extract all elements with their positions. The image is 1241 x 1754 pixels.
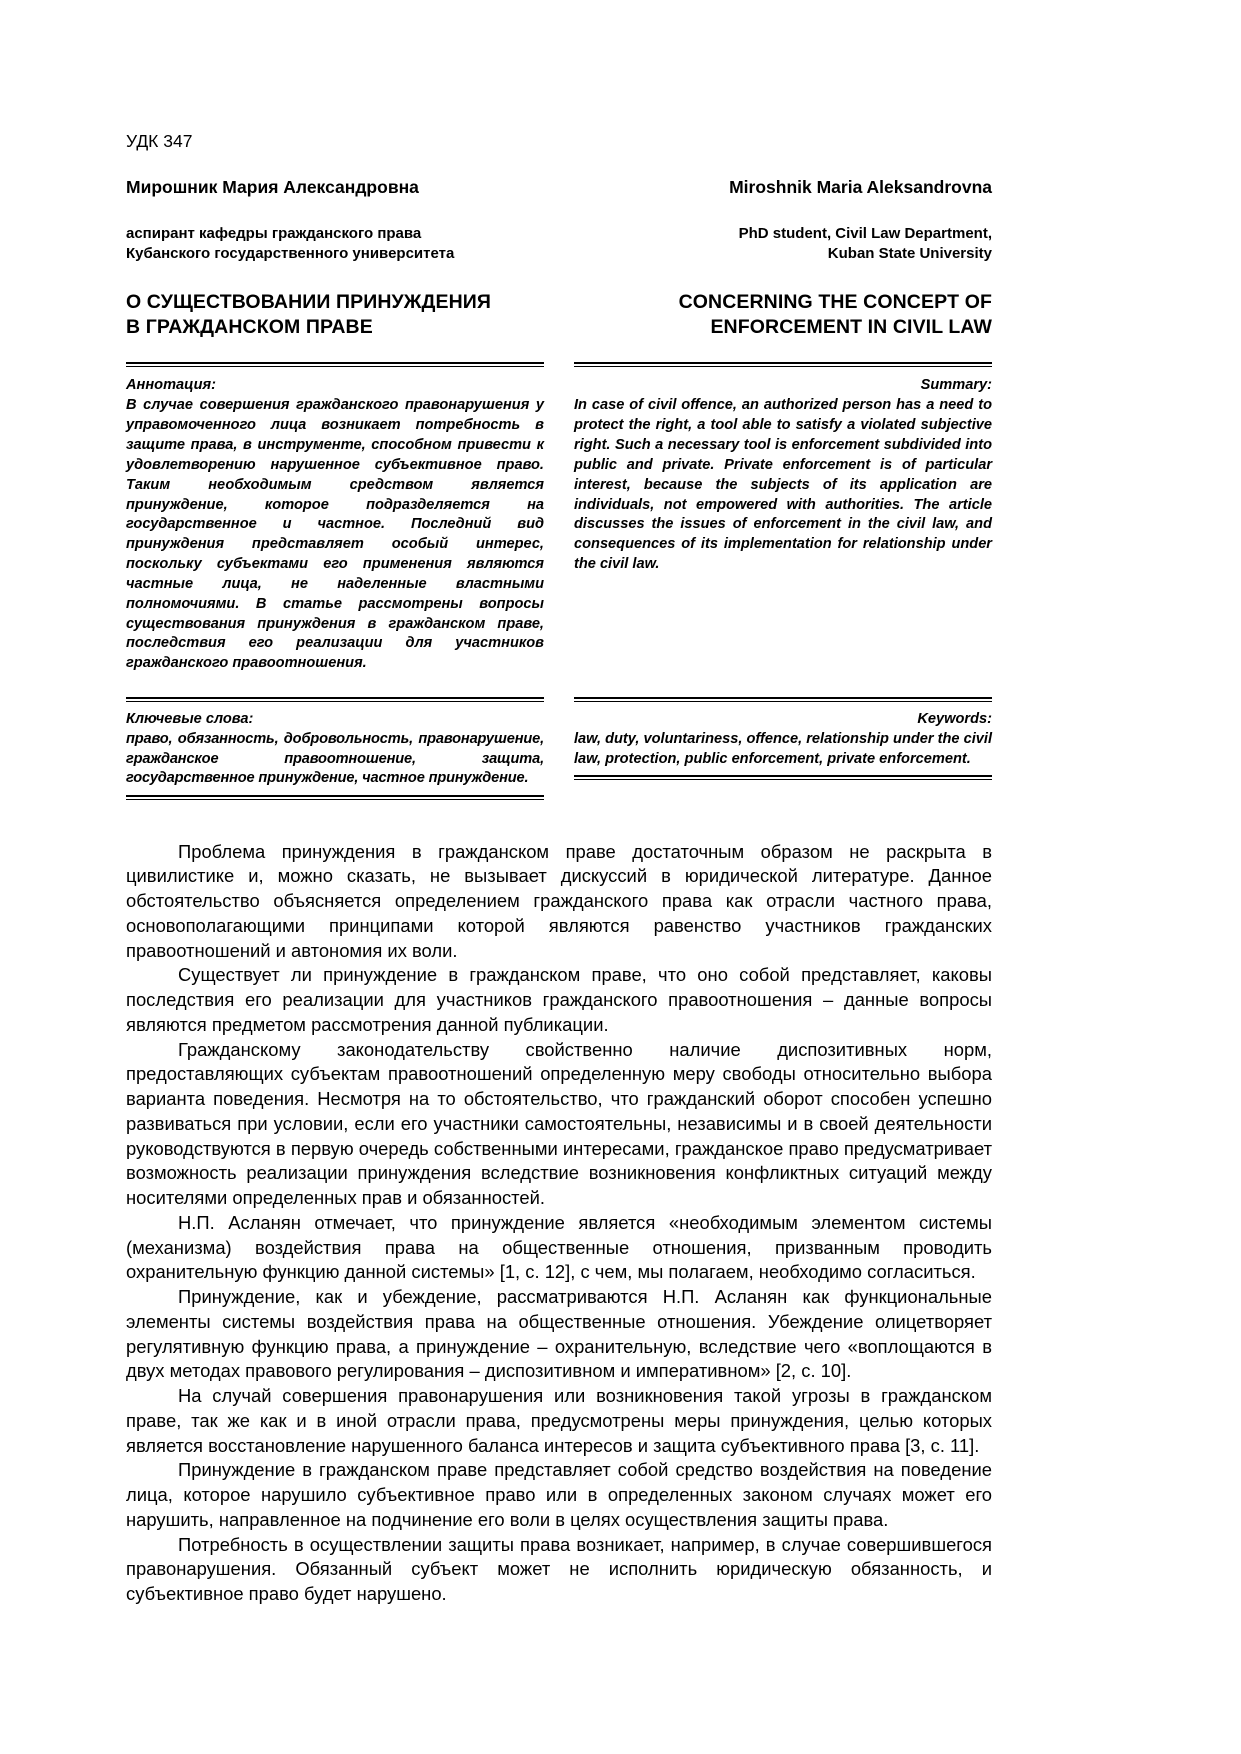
abstract-body-en [574,367,992,697]
affiliation-line-2-en: Kuban State University [827,244,992,262]
keywords-bottom-rule-en [574,775,992,780]
affiliation-line-1-en: PhD student, Civil Law Department, [738,224,992,242]
affiliation-line-2-ru: Кубанского государственного университета [126,244,455,262]
abstract-body-ru [126,367,544,697]
title-line-2-en: ENFORCEMENT IN CIVIL LAW [710,316,992,339]
body-paragraph: Принуждение в гражданском праве представляет собой средство воздействия на поведение лица, которое нарушило субъективное право или в определенных законом случаях может его нарушить, направленное на подчинение его воли в целях осуществления защиты права. [126,1459,992,1530]
body-paragraph: На случай совершения правонарушения или возникновения такой угрозы в гражданском праве, так же как и в иной отрасли права, предусмотрены меры принуждения, целью которых является восстановление нарушенного баланса интересов и защита субъективного права [3, с. 11]. [126,1385,992,1456]
page-content [126,0,992,1607]
author-affiliation-en [574,224,992,264]
keywords-text-ru: право, обязанность, добровольность, правонарушение, гражданское правоотношение, защита, государственное принуждение, частное принуждение. [126,731,544,787]
abstract-column-english [574,362,992,799]
header-columns [126,177,992,340]
abstract-label-ru: Аннотация: [126,377,216,394]
title-line-2-ru: В ГРАЖДАНСКОМ ПРАВЕ [126,316,373,339]
author-name-en: Miroshnik Maria Aleksandrovna [729,177,992,197]
abstract-columns [126,362,992,799]
author-name-ru: Мирошник Мария Александровна [126,177,419,197]
article-title-ru [126,290,544,341]
keywords-body-en [574,702,992,775]
abstract-label-en: Summary: [920,377,992,394]
body-paragraph: Существует ли принуждение в гражданском праве, что оно собой представляет, каковы последствия его реализации для участников гражданского правоотношения – данные вопросы являются предметом рассмотрения данной публикации. [126,964,992,1035]
abstract-text-en: In case of civil offence, an authorized person has a need to protect the right, a tool able to satisfy a violated subjective right. Such a necessary tool is enforcement subdivided into public and private. Private enforcement is of particular interest, because the subjects of its application are individuals, not empowered with authorities. The article discusses the issues of enforcement in the civil law, and consequences of its implementation for relationship under the civil law. [574,397,992,573]
header-column-russian [126,177,544,340]
title-line-1-en: CONCERNING THE CONCEPT OF [678,290,992,313]
keywords-label-en: Keywords: [917,711,992,728]
author-affiliation-ru [126,224,544,264]
article-body [126,840,992,1607]
keywords-body-ru [126,702,544,794]
body-paragraph: Проблема принуждения в гражданском праве достаточным образом не раскрыта в цивилистике и, можно сказать, не вызывает дискуссий в юридической литературе. Данное обстоятельство объясняется определением гражданского права как отрасли частного права, основополагающими принципами которой являются равенство участников гражданских правоотношений и автономия их воли. [126,840,992,961]
udc-code: УДК 347 [126,131,193,151]
title-line-1-ru: О СУЩЕСТВОВАНИИ ПРИНУЖДЕНИЯ [126,290,492,313]
affiliation-line-1-ru: аспирант кафедры гражданского права [126,224,422,242]
keywords-label-ru: Ключевые слова: [126,711,254,728]
body-paragraph: Принуждение, как и убеждение, рассматриваются Н.П. Асланян как функциональные элементы системы воздействия права на общественные отношения. Убеждение олицетворяет регулятивную функцию права, а принуждение – охранительную, вследствие чего «воплощаются в двух методах правового регулирования – диспозитивном и императивном» [2, с. 10]. [126,1286,992,1382]
keywords-bottom-rule-ru [126,795,544,800]
body-paragraph: Потребность в осуществлении защиты права возникает, например, в случае совершившегося правонарушения. Обязанный субъект может не исполнить юридическую обязанность, и субъективное право будет нарушено. [126,1533,992,1604]
abstract-column-russian [126,362,544,799]
body-paragraph: Гражданскому законодательству свойственно наличие диспозитивных норм, предоставляющих субъектам правоотношений определенную меру свободы относительно выбора варианта поведения. Несмотря на то обстоятельство, что гражданский оборот способен успешно развиваться при условии, если его участники самостоятельны, независимы и в своей деятельности руководствуются в первую очередь собственными интересами, гражданское право предусматривает возможность реализации принуждения вследствие возникновения конфликтных ситуаций между носителями определенных прав и обязанностей. [126,1038,992,1208]
abstract-text-ru: В случае совершения гражданского правонарушения у управомоченного лица возникает потребность в защите права, в инструменте, способном привести к удовлетворению нарушенное субъективное право. Таким необходимым средством является принуждение, которое подразделяется на государственное и частное. Последний вид принуждения представляет особый интерес, поскольку субъектами его применения являются частные лица, не наделенные властными полномочиями. В статье рассмотрены вопросы существования принуждения в гражданском праве, последствия его реализации для участников гражданского правоотношения. [126,397,544,672]
body-paragraph: Н.П. Асланян отмечает, что принуждение является «необходимым элементом системы (механизма) воздействия права на общественные отношения, призванным проводить охранительную функцию данной системы» [1, с. 12], с чем, мы полагаем, необходимо согласиться. [126,1211,992,1283]
keywords-text-en: law, duty, voluntariness, offence, relationship under the civil law, protection, public enforcement, private enforcement. [574,731,992,767]
header-column-english [574,177,992,340]
article-title-en [574,290,992,341]
